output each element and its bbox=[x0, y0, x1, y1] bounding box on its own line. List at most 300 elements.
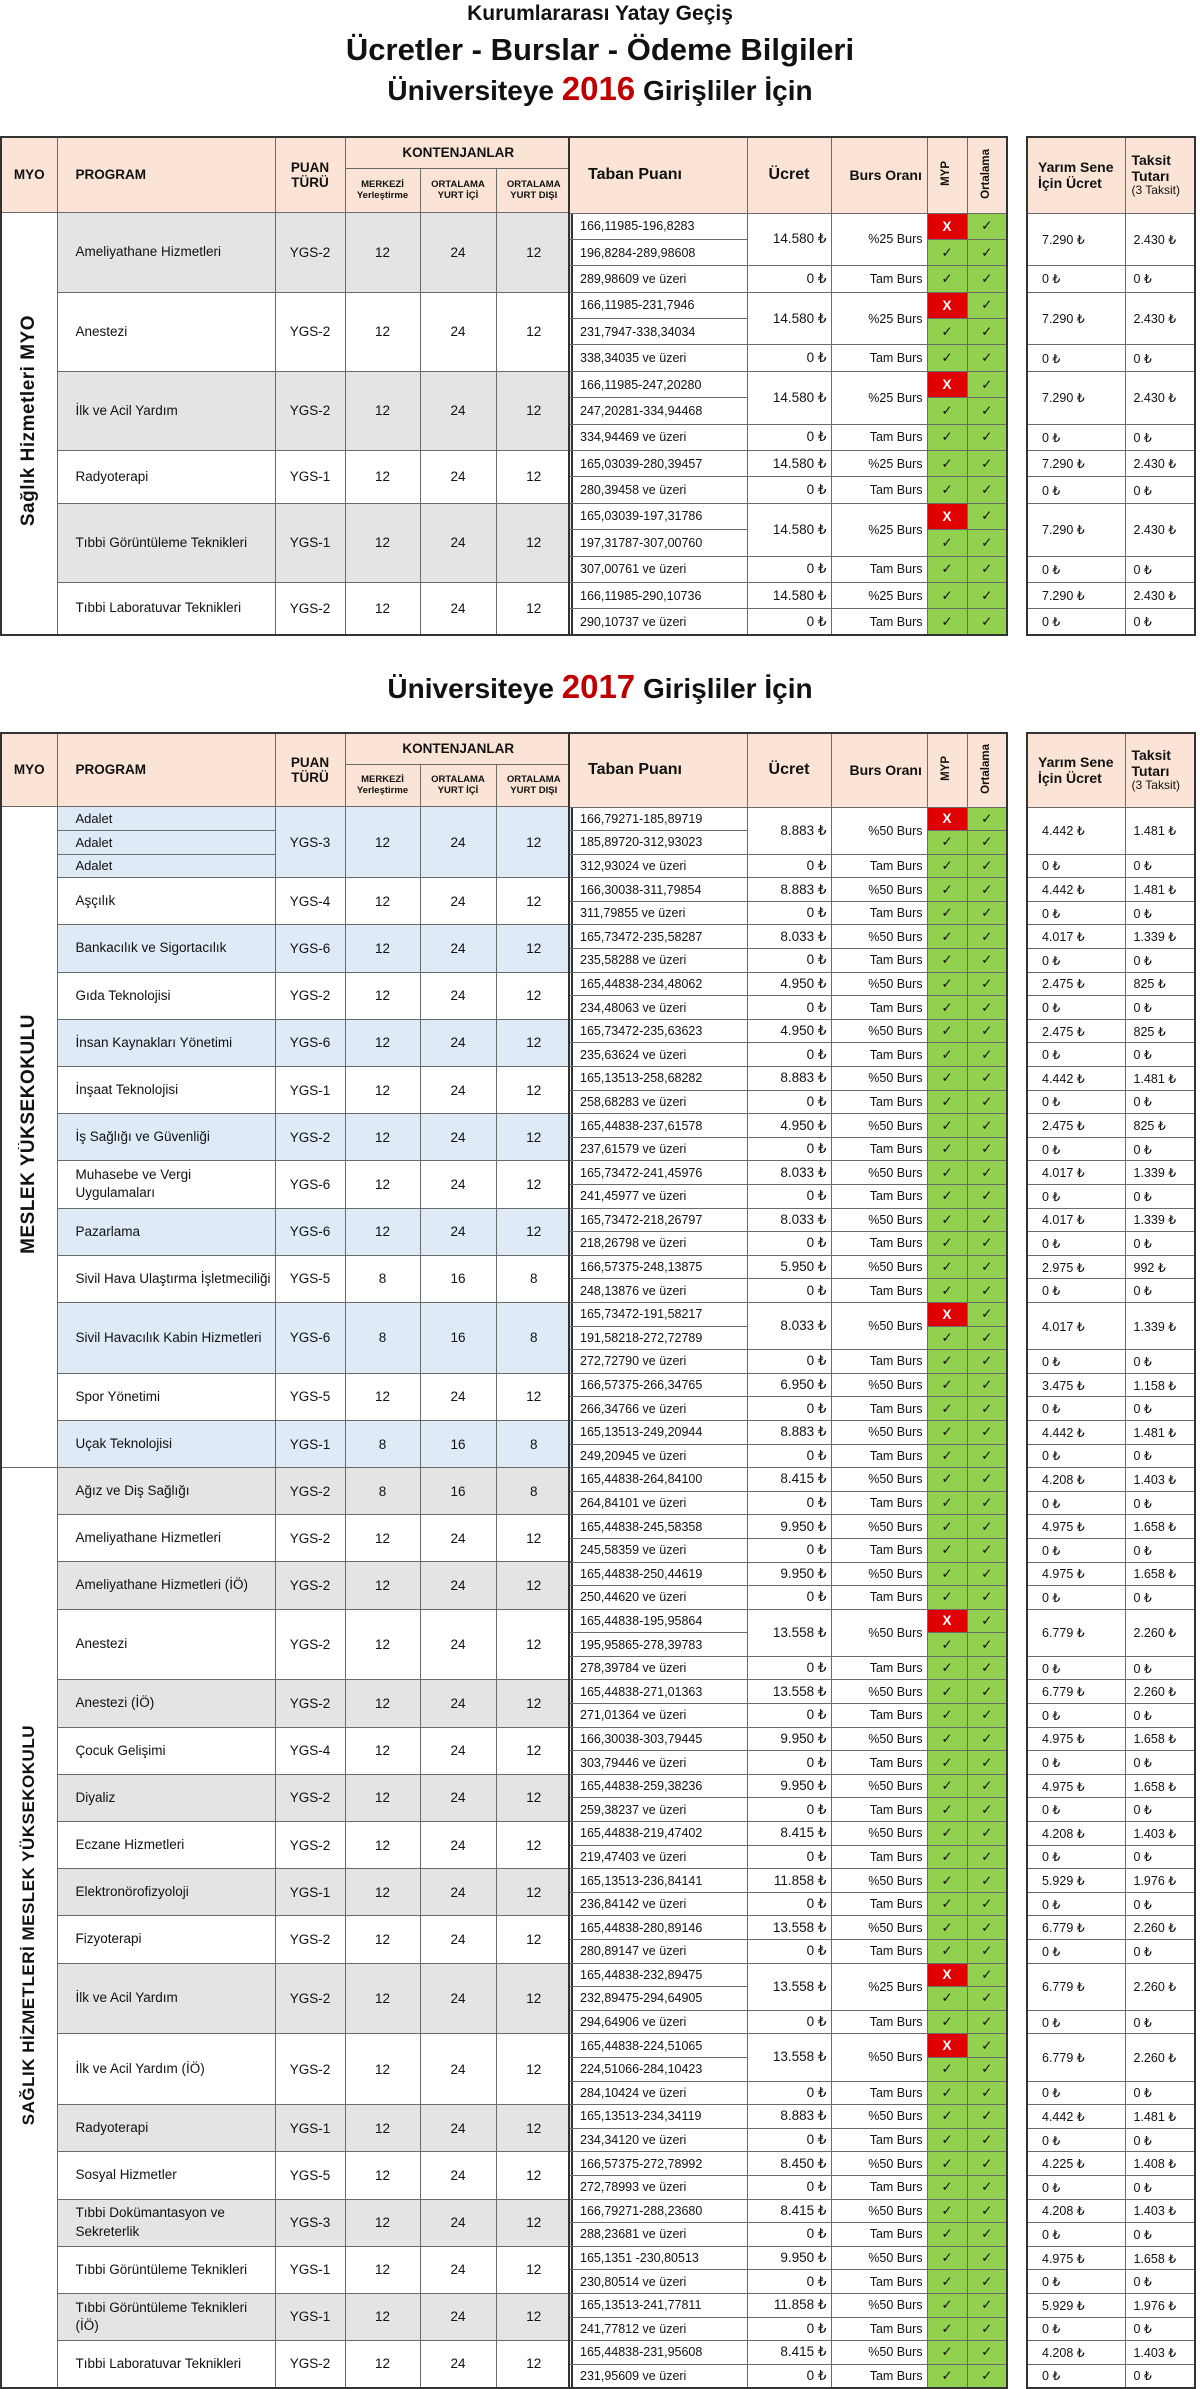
installment-row bbox=[1027, 1869, 1195, 1893]
puan-turu: YGS-1 bbox=[275, 1420, 345, 1467]
ucret-value: 0 ₺ bbox=[747, 1656, 831, 1680]
puan-turu: YGS-3 bbox=[275, 807, 345, 878]
taksit-tutari: 0 ₺ bbox=[1125, 2223, 1195, 2247]
yarim-sene-ucret: 0 ₺ bbox=[1027, 1586, 1125, 1610]
program-row bbox=[1, 1161, 572, 1185]
yarim-sene-ucret: 4.442 ₺ bbox=[1027, 807, 1125, 854]
puan-turu: YGS-2 bbox=[275, 213, 345, 292]
ucret-value: 8.033 ₺ bbox=[747, 1302, 831, 1349]
check-icon: ✓ bbox=[967, 1043, 1007, 1067]
puan-turu: YGS-2 bbox=[275, 371, 345, 450]
program-row bbox=[1, 1609, 572, 1633]
taksit-tutari: 1.481 ₺ bbox=[1125, 878, 1195, 902]
program-name: Anestezi bbox=[57, 292, 275, 371]
puan-turu: YGS-1 bbox=[275, 1067, 345, 1114]
taban-puani: 259,38237 ve üzeri bbox=[569, 1798, 747, 1822]
fee-row bbox=[569, 2341, 1007, 2365]
ucret-value: 0 ₺ bbox=[747, 1137, 831, 1161]
taksit-tutari: 0 ₺ bbox=[1125, 1090, 1195, 1114]
program-name: Tıbbi Görüntüleme Teknikleri bbox=[57, 503, 275, 582]
program-name: Bankacılık ve Sigortacılık bbox=[57, 925, 275, 972]
check-icon: ✓ bbox=[927, 1940, 967, 1964]
yarim-sene-ucret: 0 ₺ bbox=[1027, 1845, 1125, 1869]
kontenjan-yurt-disi: 12 bbox=[496, 1727, 572, 1774]
check-icon: ✓ bbox=[927, 925, 967, 949]
program-row bbox=[1, 213, 572, 239]
taksit-tutari: 0 ₺ bbox=[1125, 996, 1195, 1020]
burs-orani: Tam Burs bbox=[831, 1940, 927, 1964]
taksit-tutari: 1.403 ₺ bbox=[1125, 1468, 1195, 1492]
yarim-sene-ucret: 0 ₺ bbox=[1027, 2128, 1125, 2152]
program-name: Sivil Hava Ulaştırma İşletmeciliği bbox=[57, 1255, 275, 1302]
taban-puani: 195,95865-278,39783 bbox=[569, 1633, 747, 1657]
fee-row bbox=[569, 213, 1007, 239]
burs-orani: %50 Burs bbox=[831, 1916, 927, 1940]
fee-row bbox=[569, 1161, 1007, 1185]
ucret-value: 0 ₺ bbox=[747, 1845, 831, 1869]
group-label-text: SAĞLIK HİZMETLERİ MESLEK YÜKSEKOKULU bbox=[19, 1724, 39, 2126]
group-label bbox=[1, 213, 57, 635]
kontenjan-merkezi: 12 bbox=[345, 1208, 420, 1255]
taksit-tutari: 1.658 ₺ bbox=[1125, 1515, 1195, 1539]
taksit-tutari: 1.481 ₺ bbox=[1125, 2105, 1195, 2129]
check-icon: ✓ bbox=[967, 2152, 1007, 2176]
program-row bbox=[1, 1869, 572, 1893]
taban-puani: 165,44838-271,01363 bbox=[569, 1680, 747, 1704]
kontenjan-yurt-ici: 16 bbox=[420, 1468, 496, 1515]
kontenjan-yurt-disi: 12 bbox=[496, 2152, 572, 2199]
fee-row bbox=[569, 1185, 1007, 1209]
check-icon: ✓ bbox=[967, 1302, 1007, 1326]
program-name: Tıbbi Görüntüleme Teknikleri (İÖ) bbox=[57, 2293, 275, 2340]
installment-row bbox=[1027, 1892, 1195, 1916]
puan-turu: YGS-2 bbox=[275, 1468, 345, 1515]
program-name: Ameliyathane Hizmetleri (İÖ) bbox=[57, 1562, 275, 1609]
check-icon: ✓ bbox=[927, 1208, 967, 1232]
fee-row bbox=[569, 1963, 1007, 1987]
taban-puani: 165,44838-195,95864 bbox=[569, 1609, 747, 1633]
kontenjan-yurt-ici: 24 bbox=[420, 1916, 496, 1963]
kontenjan-yurt-disi: 12 bbox=[496, 1161, 572, 1208]
yarim-sene-ucret: 0 ₺ bbox=[1027, 1798, 1125, 1822]
taksit-tutari: 0 ₺ bbox=[1125, 2010, 1195, 2034]
taksit-tutari: 1.976 ₺ bbox=[1125, 1869, 1195, 1893]
fee-row bbox=[569, 1019, 1007, 1043]
fee-row bbox=[569, 2223, 1007, 2247]
check-icon: ✓ bbox=[927, 2341, 967, 2365]
kontenjan-yurt-ici: 24 bbox=[420, 1515, 496, 1562]
installment-row bbox=[1027, 1232, 1195, 1256]
kontenjan-yurt-disi: 12 bbox=[496, 1373, 572, 1420]
program-table bbox=[0, 136, 573, 636]
taban-puani: 191,58218-272,72789 bbox=[569, 1326, 747, 1350]
check-icon: ✓ bbox=[967, 2223, 1007, 2247]
installment-row bbox=[1027, 1751, 1195, 1775]
kontenjan-yurt-ici: 24 bbox=[420, 2246, 496, 2293]
kontenjan-merkezi: 12 bbox=[345, 1067, 420, 1114]
program-name: İş Sağlığı ve Güvenliği bbox=[57, 1114, 275, 1161]
installment-row bbox=[1027, 878, 1195, 902]
kontenjan-yurt-ici: 24 bbox=[420, 2341, 496, 2388]
program-name: Çocuk Gelişimi bbox=[57, 1727, 275, 1774]
yarim-sene-ucret: 0 ₺ bbox=[1027, 1751, 1125, 1775]
burs-orani: Tam Burs bbox=[831, 854, 927, 878]
yarim-sene-ucret: 6.779 ₺ bbox=[1027, 1963, 1125, 2010]
burs-orani: Tam Burs bbox=[831, 1491, 927, 1515]
check-icon: ✓ bbox=[967, 213, 1007, 239]
taban-puani: 280,39458 ve üzeri bbox=[569, 477, 747, 503]
puan-turu: YGS-2 bbox=[275, 1562, 345, 1609]
fee-row bbox=[569, 1420, 1007, 1444]
fee-row bbox=[569, 582, 1007, 608]
ucret-value: 8.883 ₺ bbox=[747, 2105, 831, 2129]
installment-row bbox=[1027, 1279, 1195, 1303]
kontenjan-merkezi: 12 bbox=[345, 292, 420, 371]
installment-row bbox=[1027, 949, 1195, 973]
fee-row bbox=[569, 1562, 1007, 1586]
taban-puani: 165,44838-259,38236 bbox=[569, 1774, 747, 1798]
taksit-tutari: 1.658 ₺ bbox=[1125, 2246, 1195, 2270]
installment-row bbox=[1027, 1019, 1195, 1043]
yarim-sene-ucret: 0 ₺ bbox=[1027, 345, 1125, 371]
group-label-text: MESLEK YÜKSEKOKULU bbox=[18, 1014, 40, 1255]
header-ortalama-yurt-ici: ORTALAMA YURT İÇİ bbox=[420, 764, 496, 807]
kontenjan-yurt-disi: 12 bbox=[496, 807, 572, 878]
header-taban-puani: Taban Puanı bbox=[569, 137, 747, 213]
kontenjan-yurt-disi: 12 bbox=[496, 1019, 572, 1066]
installment-row bbox=[1027, 371, 1195, 397]
section-year: 2017 bbox=[561, 668, 636, 705]
ucret-value: 14.580 ₺ bbox=[747, 503, 831, 556]
header-taksit-sub: (3 Taksit) bbox=[1131, 778, 1180, 793]
burs-orani: %50 Burs bbox=[831, 2246, 927, 2270]
yarim-sene-ucret: 4.017 ₺ bbox=[1027, 925, 1125, 949]
header-myp-text: MYP bbox=[940, 161, 953, 186]
header-myp-text: MYP bbox=[940, 756, 953, 781]
burs-orani: %50 Burs bbox=[831, 1067, 927, 1091]
yarim-sene-ucret: 0 ₺ bbox=[1027, 609, 1125, 635]
check-icon: ✓ bbox=[967, 582, 1007, 608]
yarim-sene-ucret: 0 ₺ bbox=[1027, 901, 1125, 925]
taban-puani: 165,73472-235,58287 bbox=[569, 925, 747, 949]
check-icon: ✓ bbox=[927, 1185, 967, 1209]
taban-puani: 166,11985-247,20280 bbox=[569, 371, 747, 397]
installment-row bbox=[1027, 609, 1195, 635]
kontenjan-yurt-disi: 12 bbox=[496, 972, 572, 1019]
program-name: Adalet bbox=[57, 854, 275, 878]
fee-row bbox=[569, 1751, 1007, 1775]
taksit-tutari: 0 ₺ bbox=[1125, 1798, 1195, 1822]
puan-turu: YGS-2 bbox=[275, 1609, 345, 1680]
check-icon: ✓ bbox=[927, 609, 967, 635]
program-name: Radyoterapi bbox=[57, 2105, 275, 2152]
ucret-value: 0 ₺ bbox=[747, 609, 831, 635]
check-icon: ✓ bbox=[927, 1350, 967, 1374]
yarim-sene-ucret: 0 ₺ bbox=[1027, 2270, 1125, 2294]
check-icon: ✓ bbox=[967, 1892, 1007, 1916]
program-row bbox=[1, 1515, 572, 1539]
fee-row bbox=[569, 1940, 1007, 1964]
taban-puani: 312,93024 ve üzeri bbox=[569, 854, 747, 878]
check-icon: ✓ bbox=[927, 1019, 967, 1043]
check-icon: ✓ bbox=[927, 319, 967, 345]
burs-orani: %50 Burs bbox=[831, 925, 927, 949]
taksit-tutari: 992 ₺ bbox=[1125, 1255, 1195, 1279]
page-title: Ücretler - Burslar - Ödeme Bilgileri bbox=[345, 32, 855, 67]
kontenjan-yurt-ici: 24 bbox=[420, 451, 496, 504]
yarim-sene-ucret: 0 ₺ bbox=[1027, 1491, 1125, 1515]
check-icon: ✓ bbox=[927, 2175, 967, 2199]
kontenjan-merkezi: 12 bbox=[345, 2199, 420, 2246]
ucret-value: 0 ₺ bbox=[747, 2317, 831, 2341]
header-yarim-sene: Yarım Sene İçin Ücret bbox=[1027, 137, 1125, 213]
installment-row bbox=[1027, 1491, 1195, 1515]
installment-row bbox=[1027, 213, 1195, 239]
fee-row bbox=[569, 2246, 1007, 2270]
taban-puani: 165,73472-218,26797 bbox=[569, 1208, 747, 1232]
program-name: Ağız ve Diş Sağlığı bbox=[57, 1468, 275, 1515]
puan-turu: YGS-1 bbox=[275, 2246, 345, 2293]
kontenjan-yurt-ici: 24 bbox=[420, 2199, 496, 2246]
fee-row bbox=[569, 1350, 1007, 1374]
fee-row bbox=[569, 2293, 1007, 2317]
ucret-value: 0 ₺ bbox=[747, 1043, 831, 1067]
kontenjan-yurt-ici: 24 bbox=[420, 972, 496, 1019]
taban-puani: 234,48063 ve üzeri bbox=[569, 996, 747, 1020]
cross-icon: X bbox=[927, 503, 967, 529]
program-row bbox=[1, 1302, 572, 1326]
ucret-value: 8.415 ₺ bbox=[747, 1468, 831, 1492]
taksit-tutari: 825 ₺ bbox=[1125, 1114, 1195, 1138]
kontenjan-merkezi: 12 bbox=[345, 972, 420, 1019]
burs-orani: %50 Burs bbox=[831, 1019, 927, 1043]
yarim-sene-ucret: 0 ₺ bbox=[1027, 2364, 1125, 2388]
taban-puani: 224,51066-284,10423 bbox=[569, 2057, 747, 2081]
program-row bbox=[1, 925, 572, 949]
yarim-sene-ucret: 2.475 ₺ bbox=[1027, 1019, 1125, 1043]
program-row bbox=[1, 1916, 572, 1940]
kontenjan-yurt-disi: 8 bbox=[496, 1468, 572, 1515]
kontenjan-yurt-disi: 12 bbox=[496, 1916, 572, 1963]
installment-row bbox=[1027, 2364, 1195, 2388]
program-name: Tıbbi Laboratuvar Teknikleri bbox=[57, 582, 275, 635]
yarim-sene-ucret: 7.290 ₺ bbox=[1027, 503, 1125, 556]
installment-row bbox=[1027, 1940, 1195, 1964]
yarim-sene-ucret: 4.975 ₺ bbox=[1027, 1515, 1125, 1539]
check-icon: ✓ bbox=[927, 2246, 967, 2270]
taksit-tutari: 2.430 ₺ bbox=[1125, 503, 1195, 556]
check-icon: ✓ bbox=[927, 530, 967, 556]
installment-row bbox=[1027, 1043, 1195, 1067]
taban-puani: 165,13513-234,34119 bbox=[569, 2105, 747, 2129]
header-program: PROGRAM bbox=[57, 733, 275, 807]
yarim-sene-ucret: 0 ₺ bbox=[1027, 477, 1125, 503]
program-name: Elektronörofizyoloji bbox=[57, 1869, 275, 1916]
check-icon: ✓ bbox=[967, 292, 1007, 318]
fee-row bbox=[569, 1822, 1007, 1846]
taksit-tutari: 0 ₺ bbox=[1125, 949, 1195, 973]
kontenjan-merkezi: 12 bbox=[345, 1515, 420, 1562]
taksit-tutari: 0 ₺ bbox=[1125, 2175, 1195, 2199]
program-name: Radyoterapi bbox=[57, 451, 275, 504]
burs-orani: %50 Burs bbox=[831, 1114, 927, 1138]
burs-orani: %25 Burs bbox=[831, 582, 927, 608]
taban-puani: 241,45977 ve üzeri bbox=[569, 1185, 747, 1209]
puan-turu: YGS-2 bbox=[275, 1680, 345, 1727]
header-taksit-tutari bbox=[1125, 733, 1195, 807]
check-icon: ✓ bbox=[927, 1892, 967, 1916]
taban-puani: 272,78993 ve üzeri bbox=[569, 2175, 747, 2199]
kontenjan-merkezi: 12 bbox=[345, 1373, 420, 1420]
check-icon: ✓ bbox=[967, 2341, 1007, 2365]
header-myo: MYO bbox=[1, 137, 57, 213]
group-label bbox=[1, 807, 57, 1468]
ucret-value: 0 ₺ bbox=[747, 1940, 831, 1964]
ucret-value: 14.580 ₺ bbox=[747, 213, 831, 266]
installment-row bbox=[1027, 1538, 1195, 1562]
installment-row bbox=[1027, 1137, 1195, 1161]
taban-puani: 166,57375-248,13875 bbox=[569, 1255, 747, 1279]
fee-row bbox=[569, 1845, 1007, 1869]
check-icon: ✓ bbox=[967, 345, 1007, 371]
section-title bbox=[0, 668, 1200, 706]
kontenjan-yurt-ici: 24 bbox=[420, 1963, 496, 2034]
header-puan-turu: PUAN TÜRÜ bbox=[275, 137, 345, 213]
fee-row bbox=[569, 503, 1007, 529]
fee-row bbox=[569, 1114, 1007, 1138]
installment-table bbox=[1026, 732, 1196, 2389]
kontenjan-yurt-ici: 24 bbox=[420, 503, 496, 582]
installment-row bbox=[1027, 2128, 1195, 2152]
installment-row bbox=[1027, 1350, 1195, 1374]
yarim-sene-ucret: 3.475 ₺ bbox=[1027, 1373, 1125, 1397]
installment-row bbox=[1027, 2341, 1195, 2365]
kontenjan-yurt-ici: 24 bbox=[420, 1869, 496, 1916]
taksit-tutari: 0 ₺ bbox=[1125, 1185, 1195, 1209]
program-name: Ameliyathane Hizmetleri bbox=[57, 1515, 275, 1562]
burs-orani: Tam Burs bbox=[831, 1185, 927, 1209]
check-icon: ✓ bbox=[967, 2081, 1007, 2105]
cross-icon: X bbox=[927, 213, 967, 239]
taksit-tutari: 0 ₺ bbox=[1125, 1538, 1195, 1562]
check-icon: ✓ bbox=[927, 901, 967, 925]
taksit-tutari: 2.260 ₺ bbox=[1125, 1963, 1195, 2010]
check-icon: ✓ bbox=[967, 1562, 1007, 1586]
check-icon: ✓ bbox=[967, 2317, 1007, 2341]
ucret-value: 14.580 ₺ bbox=[747, 451, 831, 477]
ucret-value: 0 ₺ bbox=[747, 1350, 831, 1374]
kontenjan-yurt-ici: 24 bbox=[420, 2034, 496, 2105]
installment-row bbox=[1027, 1468, 1195, 1492]
check-icon: ✓ bbox=[927, 1633, 967, 1657]
fee-row bbox=[569, 556, 1007, 582]
check-icon: ✓ bbox=[967, 1444, 1007, 1468]
check-icon: ✓ bbox=[967, 1137, 1007, 1161]
ucret-value: 0 ₺ bbox=[747, 1798, 831, 1822]
burs-orani: %25 Burs bbox=[831, 371, 927, 424]
program-name: Spor Yönetimi bbox=[57, 1373, 275, 1420]
burs-orani: Tam Burs bbox=[831, 556, 927, 582]
header-taksit-sub: (3 Taksit) bbox=[1131, 183, 1180, 198]
program-row bbox=[1, 2105, 572, 2129]
taban-puani: 165,73472-235,63623 bbox=[569, 1019, 747, 1043]
ucret-value: 8.883 ₺ bbox=[747, 878, 831, 902]
ucret-value: 0 ₺ bbox=[747, 949, 831, 973]
fee-row bbox=[569, 1609, 1007, 1633]
taban-puani: 231,7947-338,34034 bbox=[569, 319, 747, 345]
check-icon: ✓ bbox=[927, 1067, 967, 1091]
burs-orani: Tam Burs bbox=[831, 1444, 927, 1468]
ucret-value: 4.950 ₺ bbox=[747, 1114, 831, 1138]
taksit-tutari: 0 ₺ bbox=[1125, 1350, 1195, 1374]
group-label bbox=[1, 1468, 57, 2388]
ucret-value: 8.033 ₺ bbox=[747, 1161, 831, 1185]
check-icon: ✓ bbox=[927, 451, 967, 477]
check-icon: ✓ bbox=[927, 1515, 967, 1539]
check-icon: ✓ bbox=[927, 2364, 967, 2388]
taksit-tutari: 0 ₺ bbox=[1125, 1232, 1195, 1256]
check-icon: ✓ bbox=[927, 2128, 967, 2152]
program-row bbox=[1, 1067, 572, 1091]
ucret-value: 11.858 ₺ bbox=[747, 2293, 831, 2317]
taban-puani: 166,11985-196,8283 bbox=[569, 213, 747, 239]
installment-row bbox=[1027, 556, 1195, 582]
check-icon: ✓ bbox=[967, 831, 1007, 855]
fee-row bbox=[569, 2081, 1007, 2105]
check-icon: ✓ bbox=[967, 2057, 1007, 2081]
ucret-value: 0 ₺ bbox=[747, 1232, 831, 1256]
program-row bbox=[1, 292, 572, 318]
taban-puani: 165,73472-241,45976 bbox=[569, 1161, 747, 1185]
check-icon: ✓ bbox=[967, 1940, 1007, 1964]
taban-puani: 196,8284-289,98608 bbox=[569, 239, 747, 265]
installment-row bbox=[1027, 1963, 1195, 1987]
taban-puani: 165,73472-191,58217 bbox=[569, 1302, 747, 1326]
program-table bbox=[0, 732, 573, 2389]
installment-row bbox=[1027, 1067, 1195, 1091]
puan-turu: YGS-4 bbox=[275, 1727, 345, 1774]
puan-turu: YGS-2 bbox=[275, 1963, 345, 2034]
taban-puani: 234,34120 ve üzeri bbox=[569, 2128, 747, 2152]
program-row bbox=[1, 1727, 572, 1751]
check-icon: ✓ bbox=[967, 1633, 1007, 1657]
burs-orani: %50 Burs bbox=[831, 1562, 927, 1586]
fee-row bbox=[569, 1232, 1007, 1256]
taban-puani: 247,20281-334,94468 bbox=[569, 398, 747, 424]
program-name: Eczane Hizmetleri bbox=[57, 1822, 275, 1869]
check-icon: ✓ bbox=[967, 925, 1007, 949]
ucret-value: 0 ₺ bbox=[747, 1892, 831, 1916]
ucret-value: 13.558 ₺ bbox=[747, 1680, 831, 1704]
check-icon: ✓ bbox=[967, 477, 1007, 503]
burs-orani: %50 Burs bbox=[831, 1680, 927, 1704]
fee-row bbox=[569, 1090, 1007, 1114]
kontenjan-yurt-ici: 24 bbox=[420, 2152, 496, 2199]
taban-puani: 288,23681 ve üzeri bbox=[569, 2223, 747, 2247]
taksit-tutari: 0 ₺ bbox=[1125, 901, 1195, 925]
check-icon: ✓ bbox=[967, 2105, 1007, 2129]
ucret-value: 8.033 ₺ bbox=[747, 925, 831, 949]
check-icon: ✓ bbox=[927, 239, 967, 265]
taban-puani: 280,89147 ve üzeri bbox=[569, 1940, 747, 1964]
header-ortalama-text: Ortalama bbox=[980, 743, 993, 794]
fee-row bbox=[569, 2175, 1007, 2199]
check-icon: ✓ bbox=[927, 266, 967, 292]
yarim-sene-ucret: 0 ₺ bbox=[1027, 2010, 1125, 2034]
yarim-sene-ucret: 0 ₺ bbox=[1027, 854, 1125, 878]
yarim-sene-ucret: 0 ₺ bbox=[1027, 1892, 1125, 1916]
program-name: İlk ve Acil Yardım (İÖ) bbox=[57, 2034, 275, 2105]
